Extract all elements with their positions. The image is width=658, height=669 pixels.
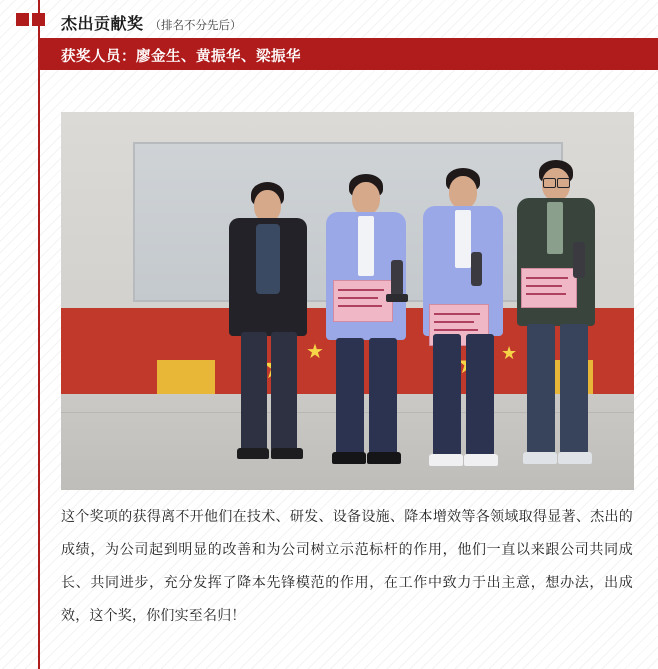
person-shoe-right <box>367 452 401 464</box>
certificate-line <box>338 297 378 299</box>
person-head <box>352 182 380 215</box>
star-icon: ★ <box>306 341 324 363</box>
person-inner-shirt <box>256 224 280 294</box>
person-head <box>449 176 477 209</box>
person-legs-left <box>336 338 364 456</box>
page-title: 杰出贡献奖 <box>61 16 144 33</box>
certificate-line <box>338 305 382 307</box>
winner-band <box>38 38 658 70</box>
red-square-icon-secondary <box>32 13 45 26</box>
person-shoe-right <box>271 448 303 459</box>
person-legs-right <box>271 332 297 452</box>
person-legs-left <box>433 334 461 456</box>
person-legs-left <box>527 324 555 454</box>
person-shoe-right <box>464 454 498 466</box>
person-shoe-left <box>429 454 463 466</box>
award-caption: 这个奖项的获得离不开他们在技术、研发、设备设施、降本增效等各领域取得显著、杰出的成绩，为公司起到明显的改善和为公司树立示范标杆的作用，他们一直以来跟公司共同成长、共同进步，充分发挥了降本先锋模范的作用，在工作中致力于出主意，想办法，出成效，这个奖，你们实至名归！ <box>61 508 633 623</box>
award-title-note: （排名不分先后） <box>149 20 242 32</box>
certificate-line <box>434 321 474 323</box>
certificate-line <box>434 313 480 315</box>
trophy <box>471 252 482 286</box>
person-legs-right <box>466 334 494 456</box>
person-legs-right <box>369 338 397 456</box>
award-photo <box>61 112 634 490</box>
content-column <box>38 0 658 669</box>
certificate-line <box>434 329 478 331</box>
certificate-line <box>338 289 384 291</box>
person-legs-left <box>241 332 267 452</box>
award-title-row <box>61 11 242 34</box>
trophy <box>573 242 585 278</box>
person-shoe-left <box>237 448 269 459</box>
certificate <box>521 268 577 308</box>
photo-scene <box>61 112 634 490</box>
person-shoe-left <box>523 452 557 464</box>
certificate <box>333 280 393 322</box>
certificate-line <box>526 277 568 279</box>
trophy-base <box>386 294 408 302</box>
glasses-icon <box>557 178 570 188</box>
glasses-icon <box>543 178 556 188</box>
person-shoe-left <box>332 452 366 464</box>
star-icon: ★ <box>501 343 518 363</box>
person-inner-shirt <box>547 202 563 254</box>
trophy <box>391 260 403 296</box>
certificate-line <box>526 285 562 287</box>
person-shoe-right <box>558 452 592 464</box>
certificate-line <box>526 293 566 295</box>
person-collar <box>358 216 374 276</box>
red-square-icon <box>16 13 29 26</box>
person-legs-right <box>560 324 588 454</box>
winner-list-text: 获奖人员：廖金生、黄振华、梁振华 <box>61 49 301 65</box>
person-collar <box>455 210 471 268</box>
